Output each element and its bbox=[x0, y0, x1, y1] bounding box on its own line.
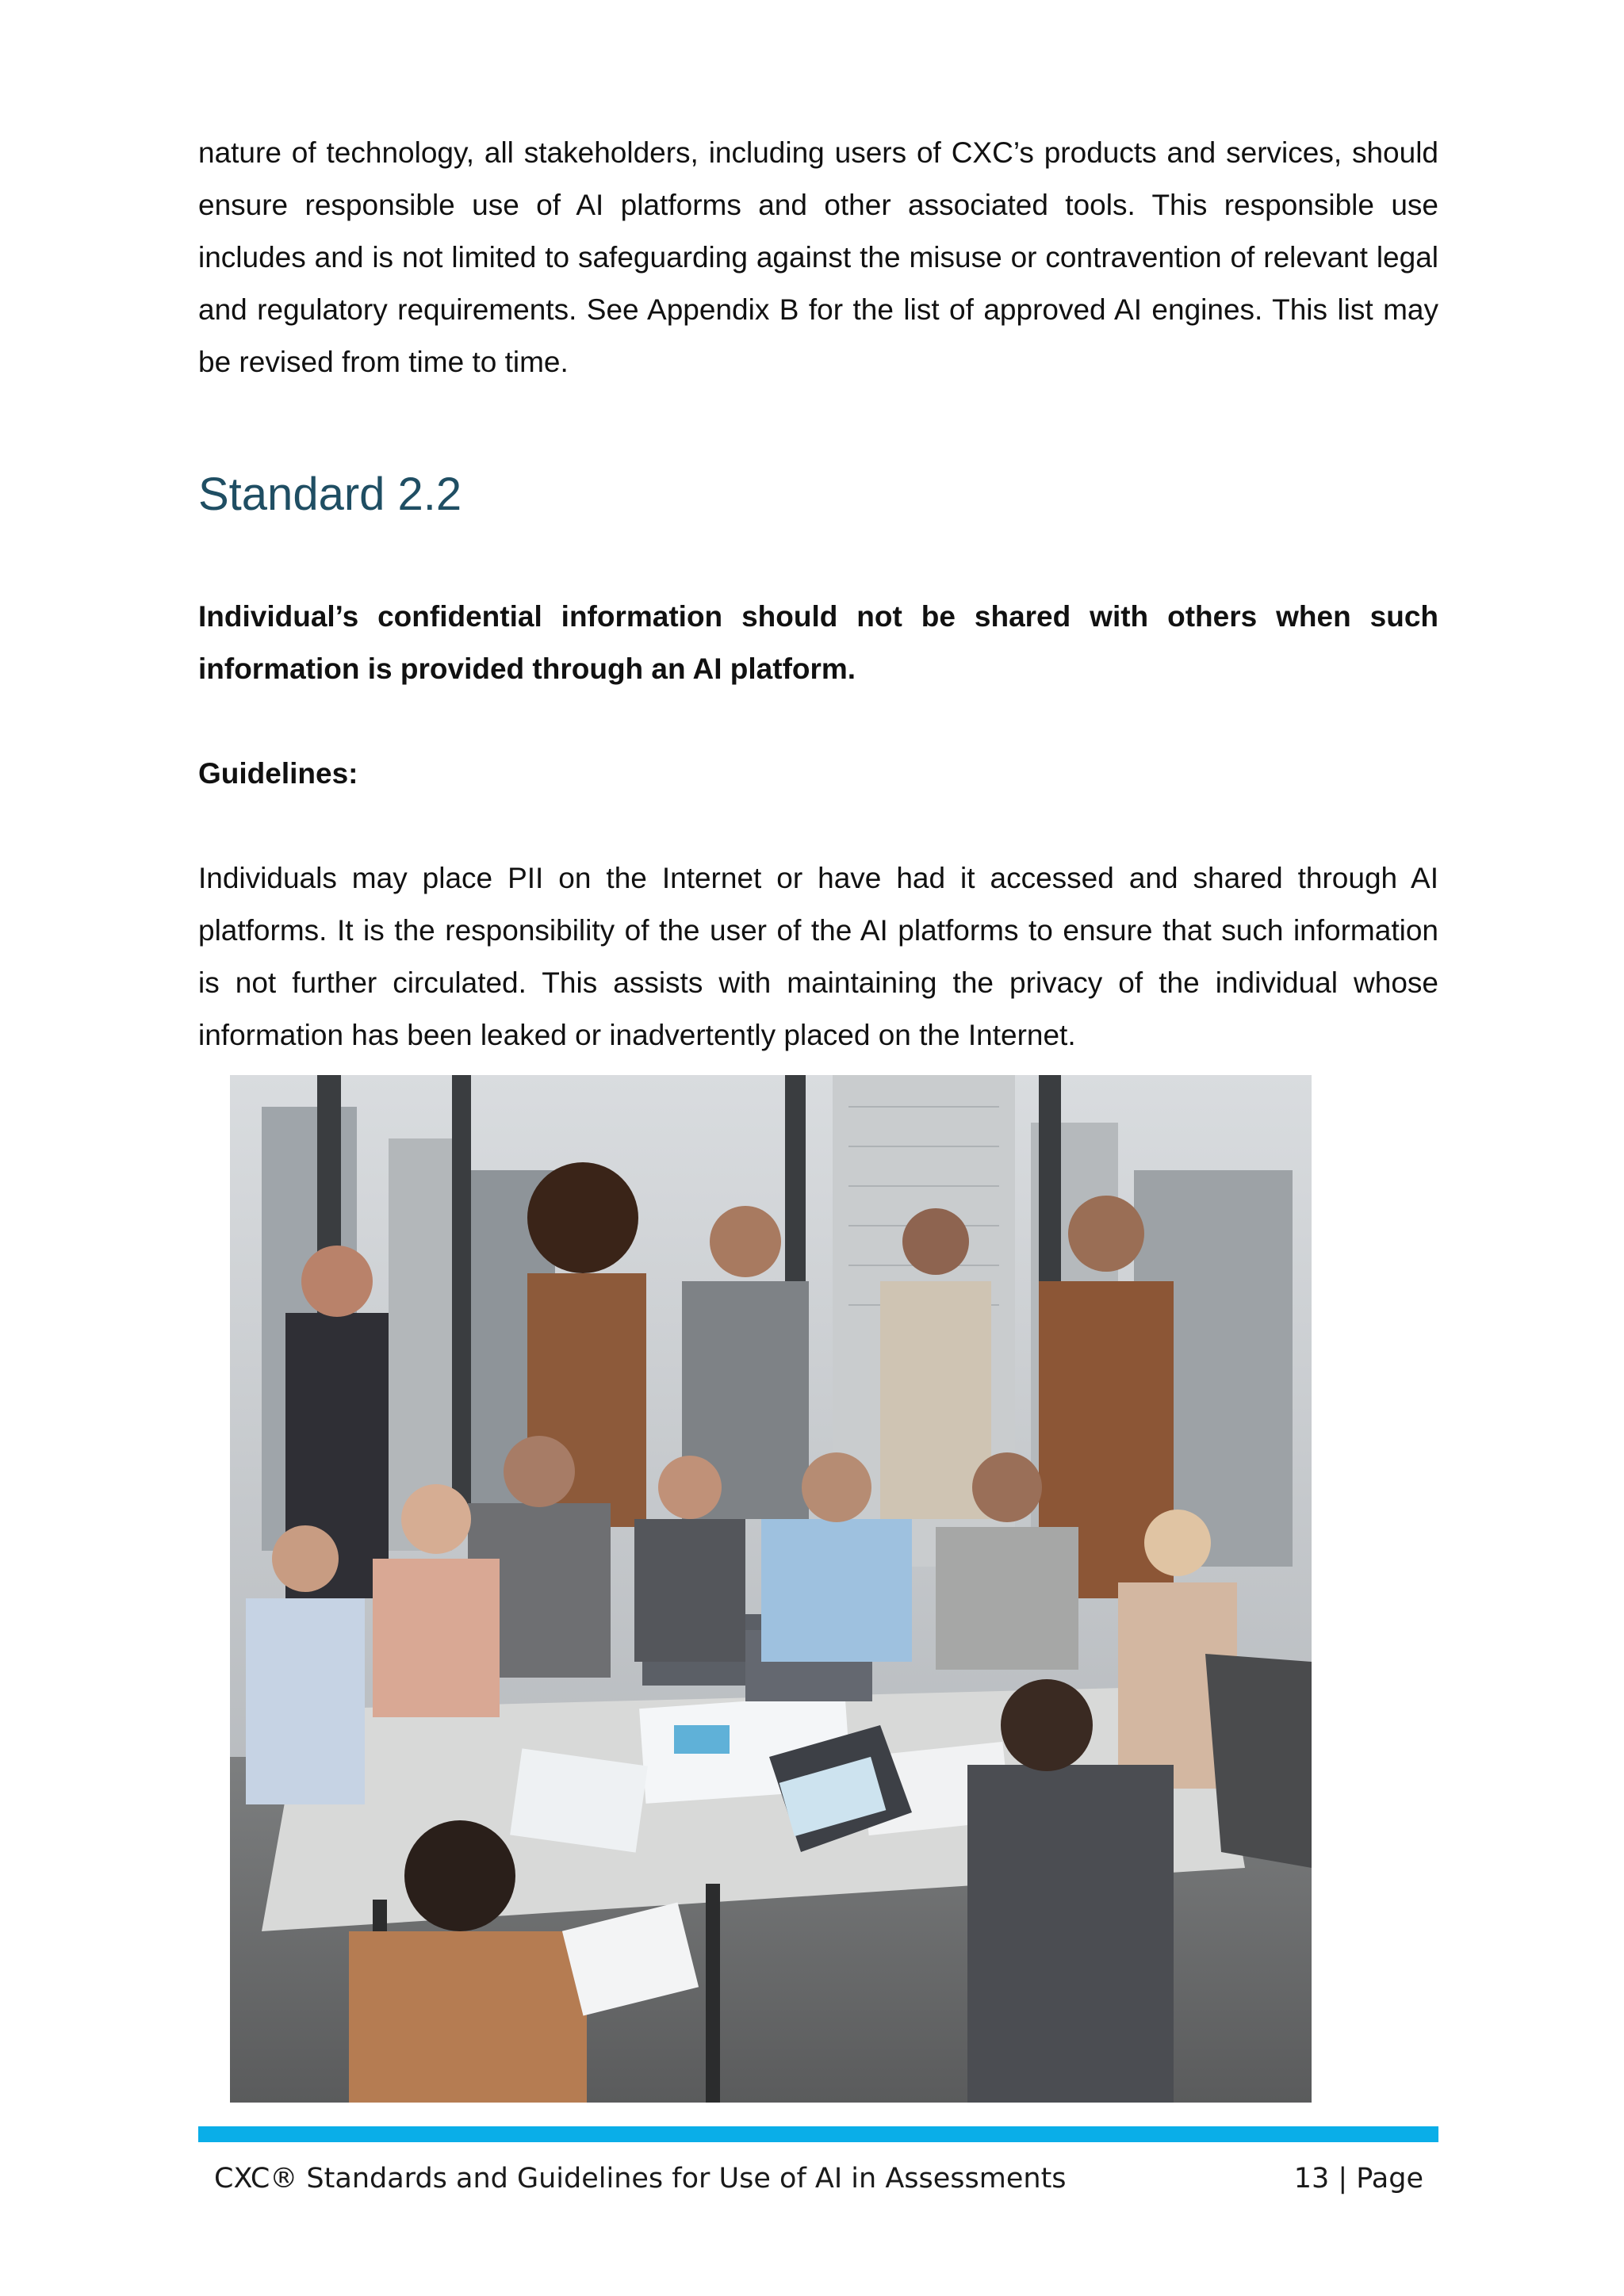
section-heading: Standard 2.2 bbox=[198, 469, 462, 520]
guidelines-heading-block bbox=[198, 748, 1438, 800]
standard-statement-block bbox=[198, 591, 1438, 695]
page-number: 13 | Page bbox=[1293, 2163, 1423, 2195]
intro-paragraph: nature of technology, all stakeholders, including users of CXC’s products and services, should ensure responsible use of AI platforms and other associated tools. This responsible use includes and is not limited to safeguarding against the misuse or contravention of relevant legal and regulatory requirements. See Appendix B for the list of approved AI engines. This list may be revised from time to time. bbox=[198, 136, 1438, 378]
office-meeting-photo bbox=[230, 1075, 1312, 2103]
guidelines-heading: Guidelines: bbox=[198, 757, 358, 790]
intro-paragraph-block bbox=[198, 127, 1438, 388]
standard-statement: Individual’s confidential information should not be shared with others when such information is provided through an AI platform. bbox=[198, 600, 1438, 685]
footer-title: CXC® Standards and Guidelines for Use of AI in Assessments bbox=[214, 2163, 1067, 2195]
footer-rule bbox=[198, 2126, 1438, 2142]
guidelines-paragraph: Individuals may place PII on the Internet or have had it accessed and shared through AI platforms. It is the responsibility of the user of the AI platforms to ensure that such information is not further circulated. This assists with maintaining the privacy of the individual whose information has been leaked or inadvertently placed on the Internet. bbox=[198, 862, 1438, 1051]
guidelines-paragraph-block bbox=[198, 852, 1438, 1062]
